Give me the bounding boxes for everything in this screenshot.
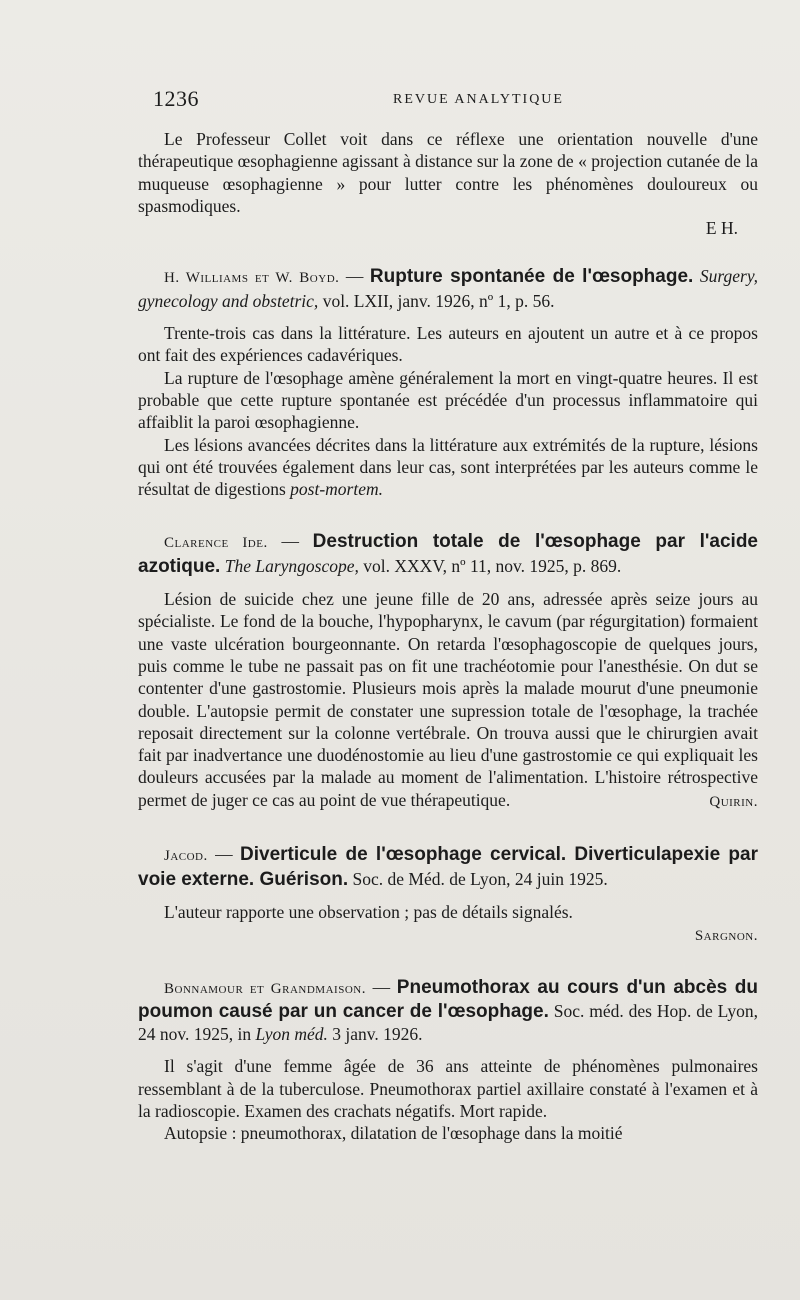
article3-signature [118,923,758,947]
article4-paragraph-2: Autopsie : pneumothorax, dilatation de l'œsophage dans la moitié [164,1123,623,1144]
article4-journal: Lyon méd. [255,1024,328,1045]
article1-reference [138,265,758,312]
article3-authors: Jacod. [164,848,208,865]
article4-dash: — [365,976,397,997]
article3-ref: Soc. de Méd. de Lyon, 24 juin 1925. [348,868,608,889]
article1-paragraph-3 [138,434,758,501]
page-header [153,86,753,116]
article4-ref-post: 3 janv. 1926. [327,1024,423,1045]
article2-journal: The Laryngoscope, [224,555,359,576]
article1-paragraph-3-main: Les lésions avancées décrites dans la littérature aux extrémités de la rupture, lésions qui ont été trouvées également dans leur cas, sont interprétées par les auteurs comme le résultat de digestions [138,434,758,500]
article2-ref: vol. XXXV, nº 11, nov. 1925, p. 869. [358,555,622,576]
article1-title: Rupture spontanée de l'œsophage. [369,266,694,288]
article1-authors: H. Williams et W. Boyd. [164,270,340,287]
article2-signature-text: Quirin. [709,794,758,811]
article1-paragraph-3-italic: post-mortem. [290,479,383,500]
article3-signature-text: Sargnon. [694,928,758,945]
body-text [118,128,758,1145]
intro-signature [118,217,758,239]
article4-title: Pneumothorax au cours d'un abcès du poumon causé par un cancer de l'œsophage. [138,976,759,1022]
article1-paragraph-1: Trente-trois cas dans la littérature. Les auteurs en ajoutent un autre et à ce propos ont fait des expériences cadavériques. [138,323,758,366]
article3-dash: — [207,844,241,865]
intro-paragraph: Le Professeur Collet voit dans ce réflexe une orientation nouvelle d'une thérapeutique œsophagienne agissant à distance sur la zone de « projection cutanée de la muqueuse œsophagienne » pour lutter contre les phénomènes douloureux ou spasmodiques. [138,129,758,216]
article2-reference [138,530,758,578]
running-title: REVUE ANALYTIQUE [393,92,564,107]
article1-dash: — [339,266,370,287]
page-number: 1236 [153,86,199,111]
article2-dash: — [267,531,313,552]
article1-ref: vol. LXII, janv. 1926, nº 1, p. 56. [318,290,555,311]
article3-title: Diverticule de l'œsophage cervical. Diverticulapexie par voie externe. Guérison. [138,844,758,890]
article4-reference [138,976,758,1046]
article1-paragraph-2: La rupture de l'œsophage amène généralement la mort en vingt-quatre heures. Il est probable que cette rupture spontanée est précédée d'un processus inflammatoire qui affaiblit la paroi œsophagienne. [138,367,758,433]
article1-journal: Surgery, gynecology and obstetric, [138,266,758,311]
article2-title: Destruction totale de l'œsophage par l'acide azotique. [138,531,758,577]
article4-paragraph-1: Il s'agit d'une femme âgée de 36 ans atteinte de phénomènes pulmonaires ressemblant à de la tuberculose. Pneumothorax partiel axillaire constaté à l'examen et à la radioscopie. Examen des crachats négatifs. Mort rapide. [138,1056,758,1121]
article2-authors: Clarence Ide. [164,535,268,552]
article3-paragraph-1: L'auteur rapporte une observation ; pas de détails signalés. [164,901,573,922]
article2-paragraph-1: Lésion de suicide chez une jeune fille de 20 ans, adressée après seize jours au spécialiste. Le fond de la bouche, l'hypopharynx, le cavum (par régurgitation) formaient une vaste ulcération bourgeonnante. On retarda l'œsophagoscopie de quelques jours, puis comme le tube ne passait pas on fit une trachéotomie pour l'anesthésie. On dut se contenter d'une gastrostomie. Plusieurs mois après la malade mourut d'une pneumonie double. L'autopsie permit de constater une supression totale de l'œsophage, la trachée reposait directement sur la colonne vertébrale. On trouva aussi que le chirurgien avait fait par inadvertance une duodénostomie au lieu d'une gastrostomie ce qui expliquait les douleurs accusées par la malade au moment de l'alimentation. L'histoire rétrospective permet de juger ce cas au point de vue thérapeutique. [138,589,758,810]
article4-ref-pre: Soc. méd. des Hop. de Lyon, 24 nov. 1925, in [138,1000,759,1045]
article4-authors: Bonnamour et Grandmaison. [164,980,366,997]
intro-signature-text: E H. [705,218,738,239]
article3-reference [138,843,758,891]
